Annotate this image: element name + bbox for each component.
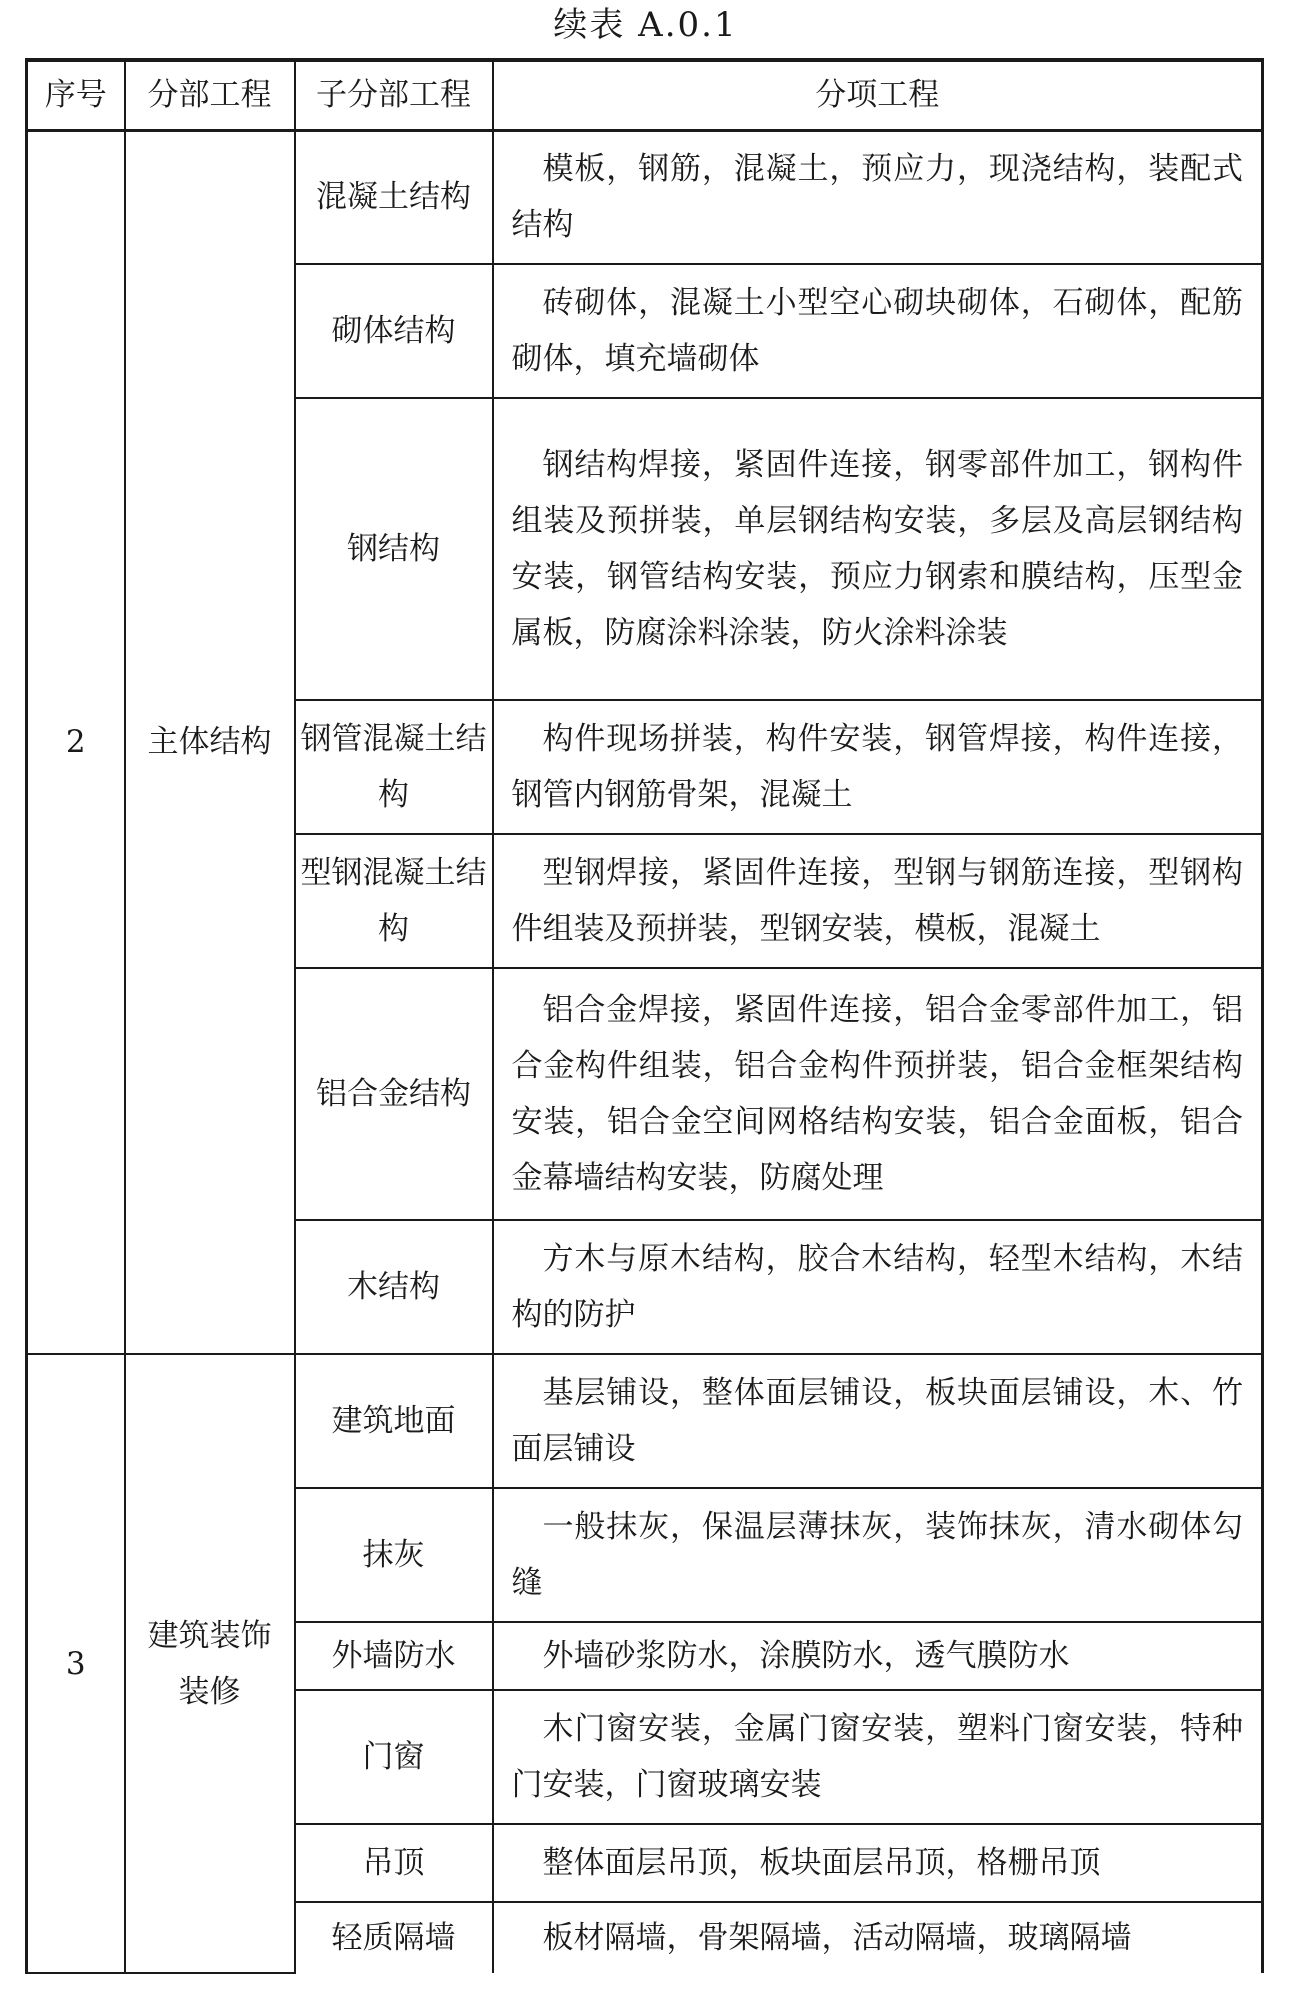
item-list: 模板，钢筋，混凝土，预应力，现浇结构，装配式结构 [493,130,1263,264]
division-name: 主体结构 [125,130,295,1354]
header-items: 分项工程 [493,60,1263,130]
item-list: 砖砌体，混凝土小型空心砌块砌体，石砌体，配筋砌体，填充墙砌体 [493,264,1263,398]
header-division: 分部工程 [125,60,295,130]
division-name: 建筑装饰装修 [125,1354,295,1973]
subdivision-name: 建筑地面 [295,1354,493,1488]
subdivision-name: 铝合金结构 [295,968,493,1220]
item-list: 外墙砂浆防水，涂膜防水，透气膜防水 [493,1622,1263,1690]
item-list: 型钢焊接，紧固件连接，型钢与钢筋连接，型钢构件组装及预拼装，型钢安装，模板，混凝土 [493,834,1263,968]
subdivision-name: 型钢混凝土结构 [295,834,493,968]
item-list: 铝合金焊接，紧固件连接，铝合金零部件加工，铝合金构件组装，铝合金构件预拼装，铝合金框架结构安装，铝合金空间网格结构安装，铝合金面板，铝合金幕墙结构安装，防腐处理 [493,968,1263,1220]
group-number: 3 [27,1354,125,1973]
subdivision-name: 钢结构 [295,398,493,700]
header-subdivision: 子分部工程 [295,60,493,130]
item-list: 一般抹灰，保温层薄抹灰，装饰抹灰，清水砌体勾缝 [493,1488,1263,1622]
subdivision-name: 抹灰 [295,1488,493,1622]
subdivision-name: 混凝土结构 [295,130,493,264]
item-list: 基层铺设，整体面层铺设，板块面层铺设，木、竹面层铺设 [493,1354,1263,1488]
subdivision-name: 钢管混凝土结构 [295,700,493,834]
subdivision-name: 木结构 [295,1220,493,1354]
table-row [27,1354,1263,1488]
division-table [25,58,1264,1974]
subdivision-name: 轻质隔墙 [295,1902,493,1973]
table-row [27,130,1263,264]
subdivision-name: 吊顶 [295,1824,493,1902]
group-number: 2 [27,130,125,1354]
subdivision-name: 门窗 [295,1690,493,1824]
table-caption: 续表 A.0.1 [553,5,738,45]
item-list: 板材隔墙，骨架隔墙，活动隔墙，玻璃隔墙 [493,1902,1263,1973]
item-list: 整体面层吊顶，板块面层吊顶，格栅吊顶 [493,1824,1263,1902]
item-list: 方木与原木结构，胶合木结构，轻型木结构，木结构的防护 [493,1220,1263,1354]
subdivision-name: 外墙防水 [295,1622,493,1690]
header-row [27,60,1263,130]
item-list: 木门窗安装，金属门窗安装，塑料门窗安装，特种门安装，门窗玻璃安装 [493,1690,1263,1824]
subdivision-name: 砌体结构 [295,264,493,398]
item-list: 构件现场拼装，构件安装，钢管焊接，构件连接，钢管内钢筋骨架，混凝土 [493,700,1263,834]
item-list: 钢结构焊接，紧固件连接，钢零部件加工，钢构件组装及预拼装，单层钢结构安装，多层及高层钢结构安装，钢管结构安装，预应力钢索和膜结构，压型金属板，防腐涂料涂装，防火涂料涂装 [493,398,1263,700]
header-num: 序号 [27,60,125,130]
